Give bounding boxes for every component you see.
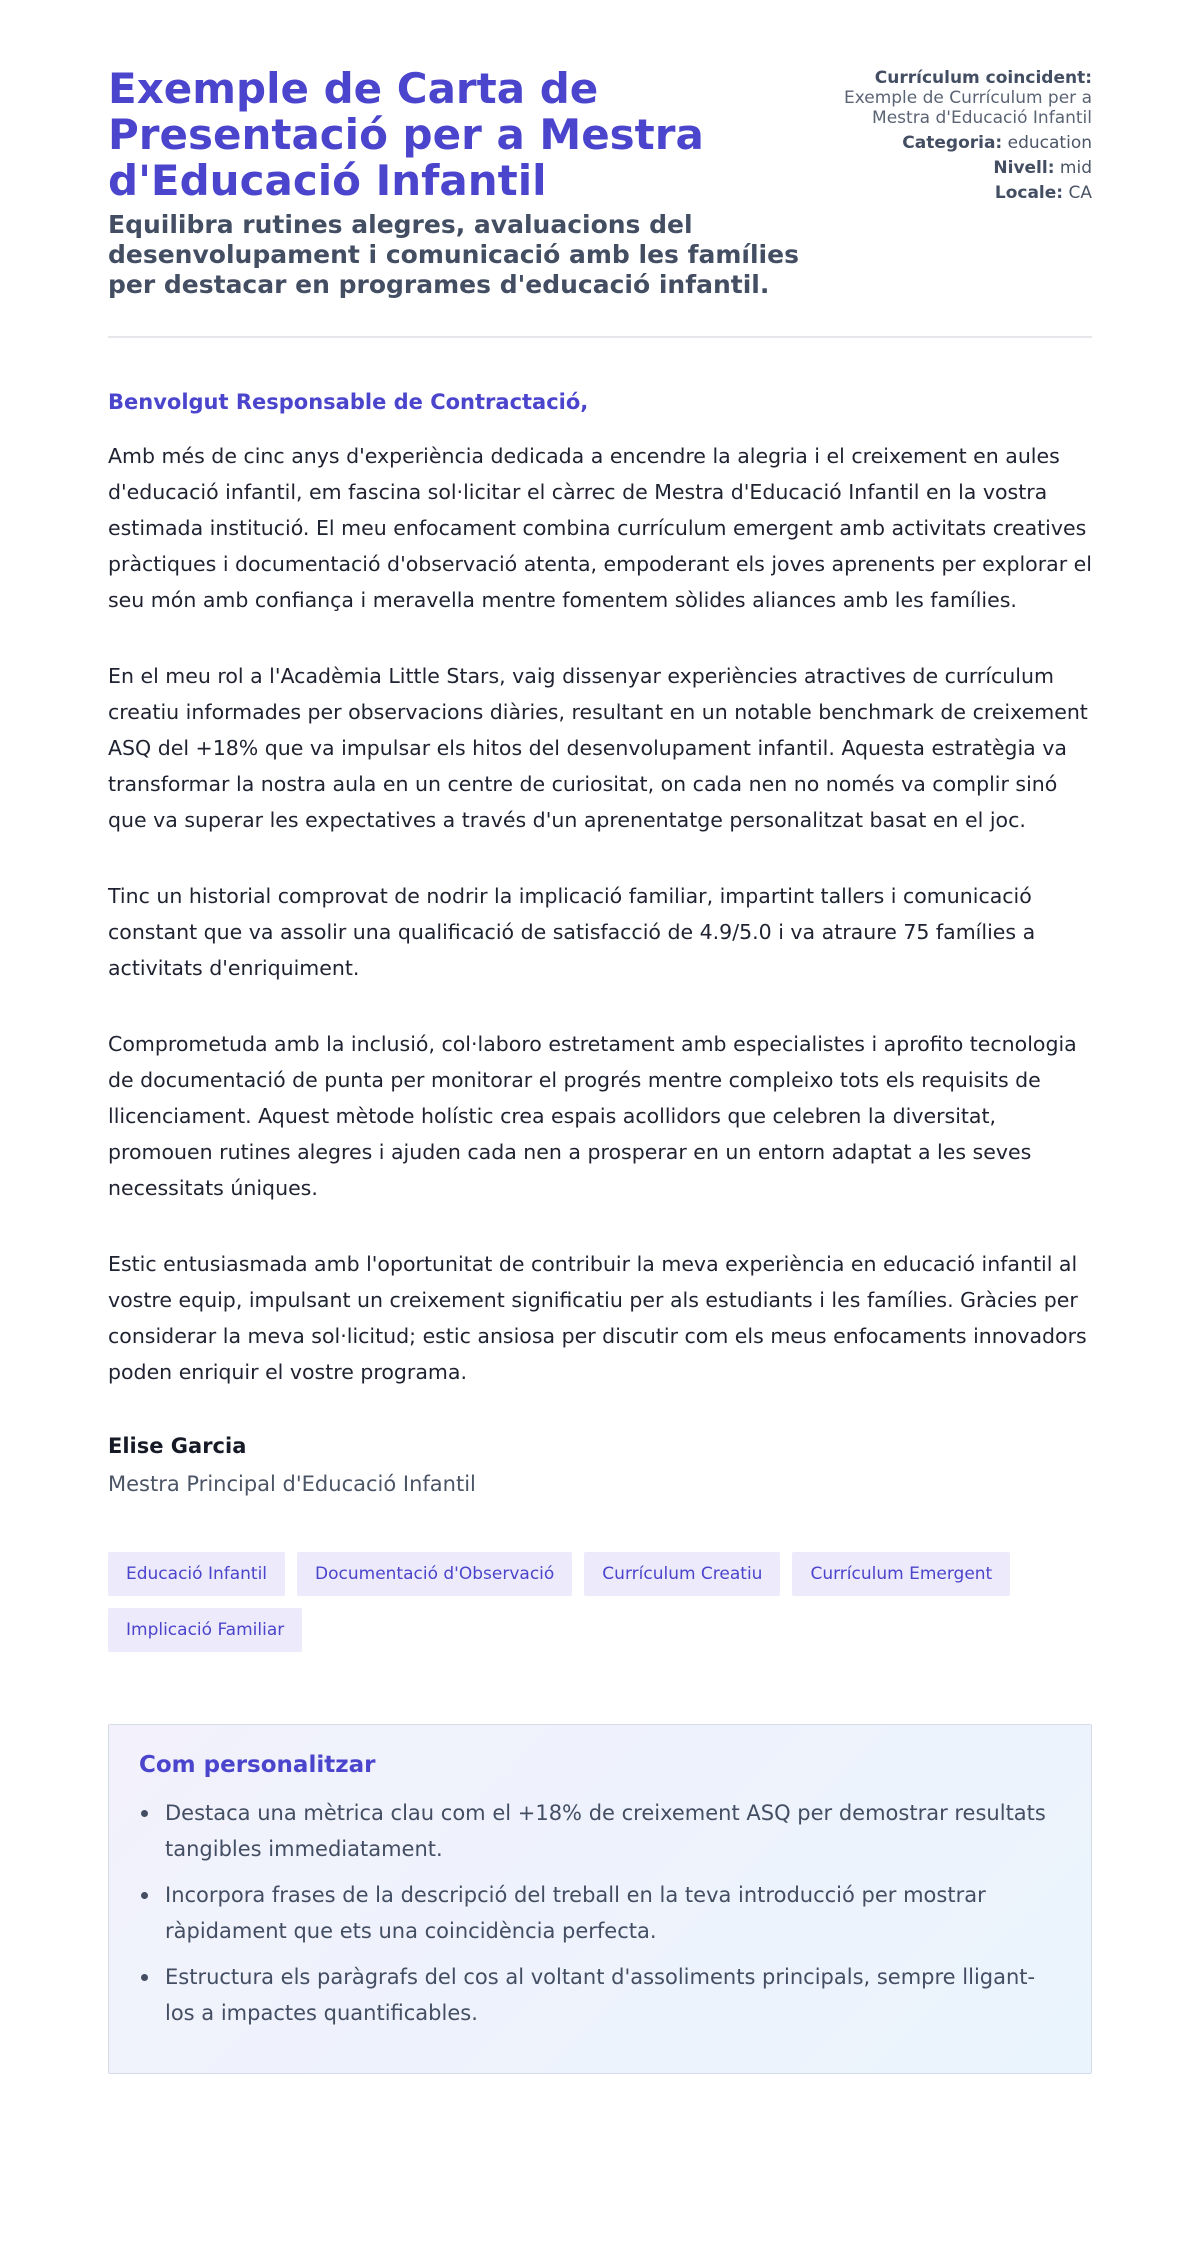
skill-tag: Educació Infantil [108,1552,285,1596]
tips-title: Com personalitzar [139,1752,376,1778]
meta-panel [832,68,1092,208]
meta-level-label: Nivell: [993,158,1055,178]
tips-list [139,1795,1061,2031]
meta-level [832,158,1092,178]
letter-paragraph: Comprometuda amb la inclusió, col·laboro estretament amb especialistes i aprofito tecnologia de documentació de punta per monitorar el progrés mentre compleixo tots els requisits de llicenciament. Aquest mètode holístic crea espais acollidors que celebren la diversitat, promouen rutines alegres i ajuden cada nen a prosperar en un entorn adaptat a les seves necessitats úniques. [108,1032,1077,1200]
bullet-icon [141,1810,148,1817]
tips-item-text: Destaca una mètrica clau com el +18% de creixement ASQ per demostrar resultats tangibles immediatament. [165,1801,1046,1861]
tips-item [139,1795,1061,1867]
tips-item [139,1877,1061,1949]
skill-tag: Currículum Emergent [792,1552,1010,1596]
header-divider [108,336,1092,338]
meta-match [832,68,1092,128]
page-title: Exemple de Carta de Presentació per a Mestra d'Educació Infantil [108,64,704,205]
letter-salutation: Benvolgut Responsable de Contractació, [108,390,589,414]
bullet-icon [141,1974,148,1981]
letter-paragraph: En el meu rol a l'Acadèmia Little Stars, vaig dissenyar experiències atractives de currículum creatiu informades per observacions diàries, resultant en un notable benchmark de creixement ASQ del +18% que va impulsar els hitos del desenvolupament infantil. Aquesta estratègia va transformar la nostra aula en un centre de curiositat, on cada nen no només va complir sinó que va superar les expectatives a través d'un aprenentatge personalitzat basat en el joc. [108,664,1088,832]
page-header [108,66,1092,300]
skill-tag: Documentació d'Observació [297,1552,572,1596]
skill-tag: Currículum Creatiu [584,1552,780,1596]
letter-paragraph: Estic entusiasmada amb l'oportunitat de contribuir la meva experiència en educació infantil al vostre equip, impulsant un creixement significatiu per als estudiants i les famílies. Gràcies per considerar la meva sol·licitud; estic ansiosa per discutir com els meus enfocaments innovadors poden enriquir el vostre programa. [108,1252,1087,1384]
signature-name: Elise Garcia [108,1434,247,1458]
meta-locale [832,183,1092,203]
meta-category-value: education [1007,133,1092,153]
tips-item-text: Incorpora frases de la descripció del treball en la teva introducció per mostrar ràpidament que ets una coincidència perfecta. [165,1883,986,1943]
meta-level-value: mid [1059,158,1092,178]
tips-item [139,1959,1061,2031]
skill-tags [108,1552,1092,1652]
page-subtitle: Equilibra rutines alegres, avaluacions del desenvolupament i comunicació amb les famílies per destacar en programes d'educació infantil. [108,210,799,299]
signature-role: Mestra Principal d'Educació Infantil [108,1472,476,1496]
tips-item-text: Estructura els paràgrafs del cos al voltant d'assoliments principals, sempre lligant-los a impactes quantificables. [165,1965,1036,2025]
meta-locale-value: CA [1068,183,1092,203]
meta-locale-label: Locale: [994,183,1064,203]
meta-category-label: Categoria: [902,133,1003,153]
meta-category [832,133,1092,153]
letter-paragraph: Amb més de cinc anys d'experiència dedicada a encendre la alegria i el creixement en aules d'educació infantil, em fascina sol·licitar el càrrec de Mestra d'Educació Infantil en la vostra estimada institució. El meu enfocament combina currículum emergent amb activitats creatives pràctiques i documentació d'observació atenta, empoderant els joves aprenents per explorar el seu món amb confiança i meravella mentre fomentem sòlides aliances amb les famílies. [108,444,1092,612]
skill-tag: Implicació Familiar [108,1608,302,1652]
meta-match-label: Currículum coincident: [874,68,1092,88]
bullet-icon [141,1892,148,1899]
header-titles [108,66,828,300]
meta-match-value: Exemple de Currículum per a Mestra d'Educació Infantil [843,88,1092,128]
letter-paragraph: Tinc un historial comprovat de nodrir la implicació familiar, impartint tallers i comunicació constant que va assolir una qualificació de satisfacció de 4.9/5.0 i va atraure 75 famílies a activitats d'enriquiment. [108,884,1036,980]
letter-body [108,438,1092,1390]
customization-tips-box [108,1724,1092,2074]
